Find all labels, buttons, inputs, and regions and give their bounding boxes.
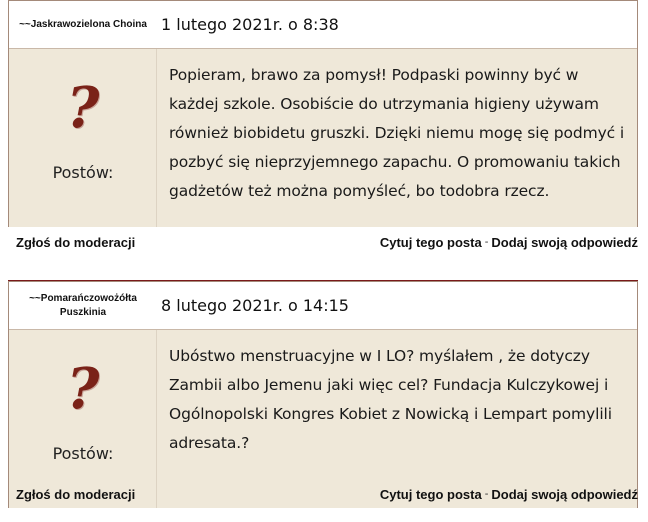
post-author[interactable]: ~~Jaskrawozielona Choina [19, 18, 147, 30]
post-footer [8, 482, 638, 506]
date-cell [157, 1, 637, 48]
date-cell [157, 282, 637, 329]
post-actions [380, 235, 638, 250]
add-reply-link[interactable]: Dodaj swoją odpowiedź [491, 234, 638, 250]
quote-post-link[interactable]: Cytuj tego posta [379, 486, 482, 502]
quote-post-link[interactable]: Cytuj tego posta [379, 234, 482, 250]
question-mark-avatar-icon: ? [66, 75, 100, 141]
posts-count-label: Postów: [52, 444, 114, 463]
post [8, 0, 638, 227]
add-reply-link[interactable]: Dodaj swoją odpowiedź [491, 486, 638, 502]
post [8, 281, 638, 508]
post-message: Ubóstwo menstruacyjne w I LO? myślałem , że dotyczy Zambii albo Jemenu jaki więc cel? Fundacja Kulczykowej i Ogólnopolski Kongres Kobiet z Nowicką i Lempart pomylili adresata.? [169, 347, 612, 452]
posts-count-label: Postów: [52, 163, 114, 182]
separator: - [484, 488, 489, 500]
post-footer [8, 230, 638, 254]
report-to-moderation-link[interactable]: Zgłoś do moderacji [16, 486, 136, 502]
author-sidebar [9, 49, 157, 227]
post-header [9, 282, 637, 330]
question-mark-avatar-icon: ? [66, 356, 100, 422]
post-date: 1 lutego 2021r. o 8:38 [161, 15, 339, 34]
post-header [9, 1, 637, 49]
post-date: 8 lutego 2021r. o 14:15 [161, 296, 349, 315]
author-cell [9, 1, 157, 48]
post-author[interactable]: ~~Pomarańczowożółta Puszkinia [29, 292, 137, 318]
post-body [9, 49, 637, 227]
report-to-moderation-link[interactable]: Zgłoś do moderacji [16, 234, 136, 250]
post-message: Popieram, brawo za pomysł! Podpaski powinny być w każdej szkole. Osobiście do utrzymania higieny używam również biobidetu gruszki. Dzięki niemu mogę się podmyć i pozbyć się nieprzyjemnego zapachu. O promowaniu takich gadżetów też można pomyśleć, bo todobra rzecz. [169, 66, 625, 200]
author-cell [9, 282, 157, 329]
post-actions [380, 487, 638, 502]
separator: - [484, 236, 489, 248]
